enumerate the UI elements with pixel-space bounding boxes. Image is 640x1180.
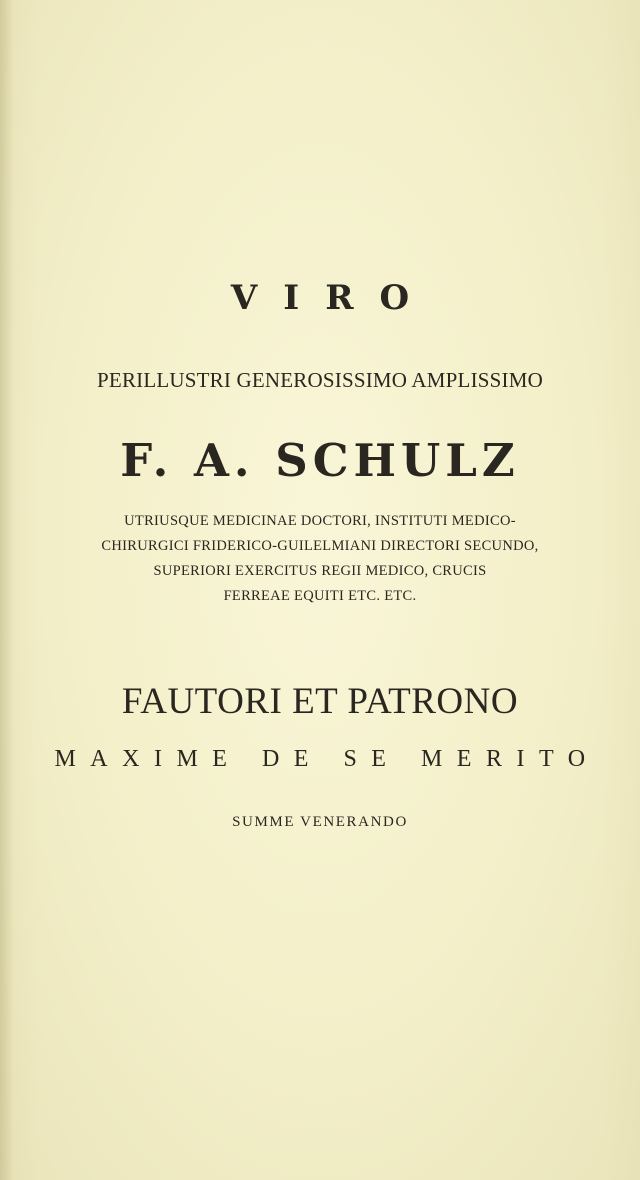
dedication-summe: SUMME VENERANDO	[232, 814, 408, 830]
dedication-epithets: PERILLUSTRI GENEROSISSIMO AMPLISSIMO	[97, 368, 543, 392]
title-line-1: UTRIUSQUE MEDICINAE DOCTORI, INSTITUTI MEDICO-	[124, 513, 516, 529]
title-line-4: FERREAE EQUITI ETC. ETC.	[223, 588, 417, 604]
dedication-fautori: FAUTORI ET PATRONO	[121, 681, 519, 722]
dedication-maxime: MAXIME DE SE MERITO	[54, 746, 600, 772]
title-line-2: CHIRURGICI FRIDERICO-GUILELMIANI DIRECTORI SECUNDO,	[101, 538, 539, 554]
dedication-viro: VIRO	[230, 278, 436, 318]
title-line-3: SUPERIORI EXERCITUS REGII MEDICO, CRUCIS	[153, 563, 487, 579]
dedicatee-titles	[0, 509, 640, 609]
dedicatee-name: F. A. SCHULZ	[120, 434, 520, 487]
